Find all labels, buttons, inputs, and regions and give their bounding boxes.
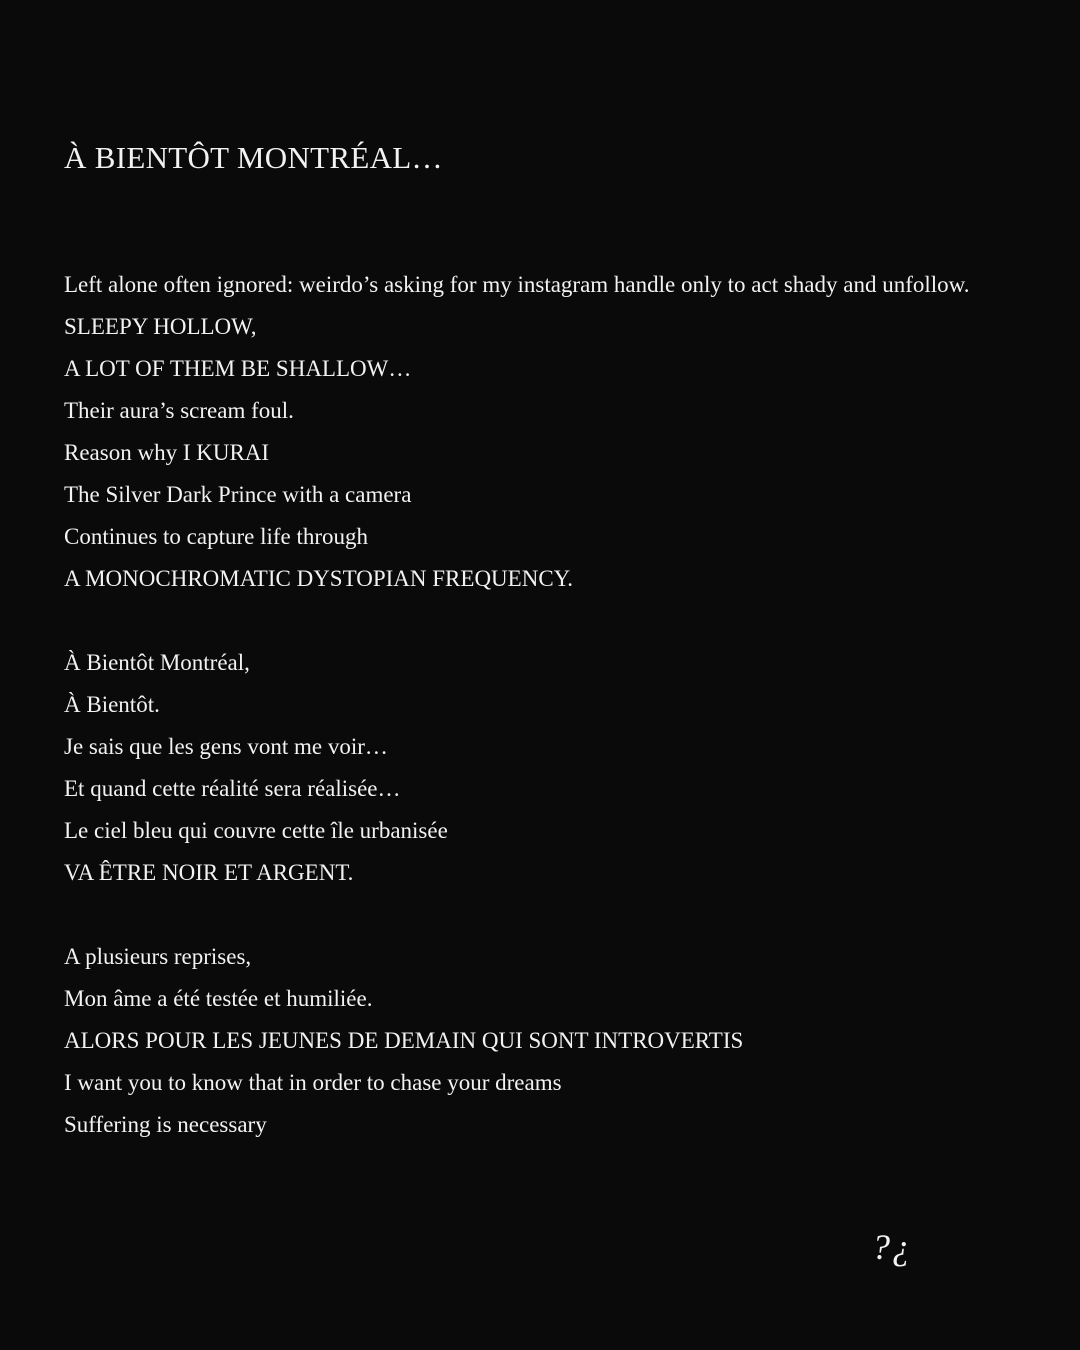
poem-line: A MONOCHROMATIC DYSTOPIAN FREQUENCY. — [64, 566, 574, 591]
poem-line: ALORS POUR LES JEUNES DE DEMAIN QUI SONT INTROVERTIS — [64, 1028, 744, 1053]
poem-line: The Silver Dark Prince with a camera — [64, 482, 412, 507]
stanza-2 — [64, 642, 1024, 894]
poem-line: À Bientôt. — [64, 692, 160, 717]
poem-line: I want you to know that in order to chase your dreams — [64, 1070, 562, 1095]
poem-line: Le ciel bleu qui couvre cette île urbanisée — [64, 818, 448, 843]
poem-line: Je sais que les gens vont me voir… — [64, 734, 388, 759]
poem-line: Et quand cette réalité sera réalisée… — [64, 776, 401, 801]
poem-line: A plusieurs reprises, — [64, 944, 252, 969]
poem-title: À BIENTÔT MONTRÉAL… — [64, 140, 443, 175]
poem-body — [64, 264, 1024, 1188]
poem-line: Left alone often ignored: weirdo’s asking for my instagram handle only to act shady and unfollow. — [64, 272, 970, 297]
stanza-1 — [64, 264, 1024, 600]
poem-line: VA ÊTRE NOIR ET ARGENT. — [64, 860, 354, 885]
signature-mark: ?¿ — [872, 1227, 912, 1267]
poem-line: À Bientôt Montréal, — [64, 650, 250, 675]
poem-line: SLEEPY HOLLOW, — [64, 314, 257, 339]
poem-line: Continues to capture life through — [64, 524, 369, 549]
stanza-3 — [64, 936, 1024, 1146]
poem-line: Mon âme a été testée et humiliée. — [64, 986, 373, 1011]
poem-line: Suffering is necessary — [64, 1112, 267, 1137]
poem-line: A LOT OF THEM BE SHALLOW… — [64, 356, 412, 381]
poem-line: Reason why I KURAI — [64, 440, 270, 465]
poem-line: Their aura’s scream foul. — [64, 398, 294, 423]
